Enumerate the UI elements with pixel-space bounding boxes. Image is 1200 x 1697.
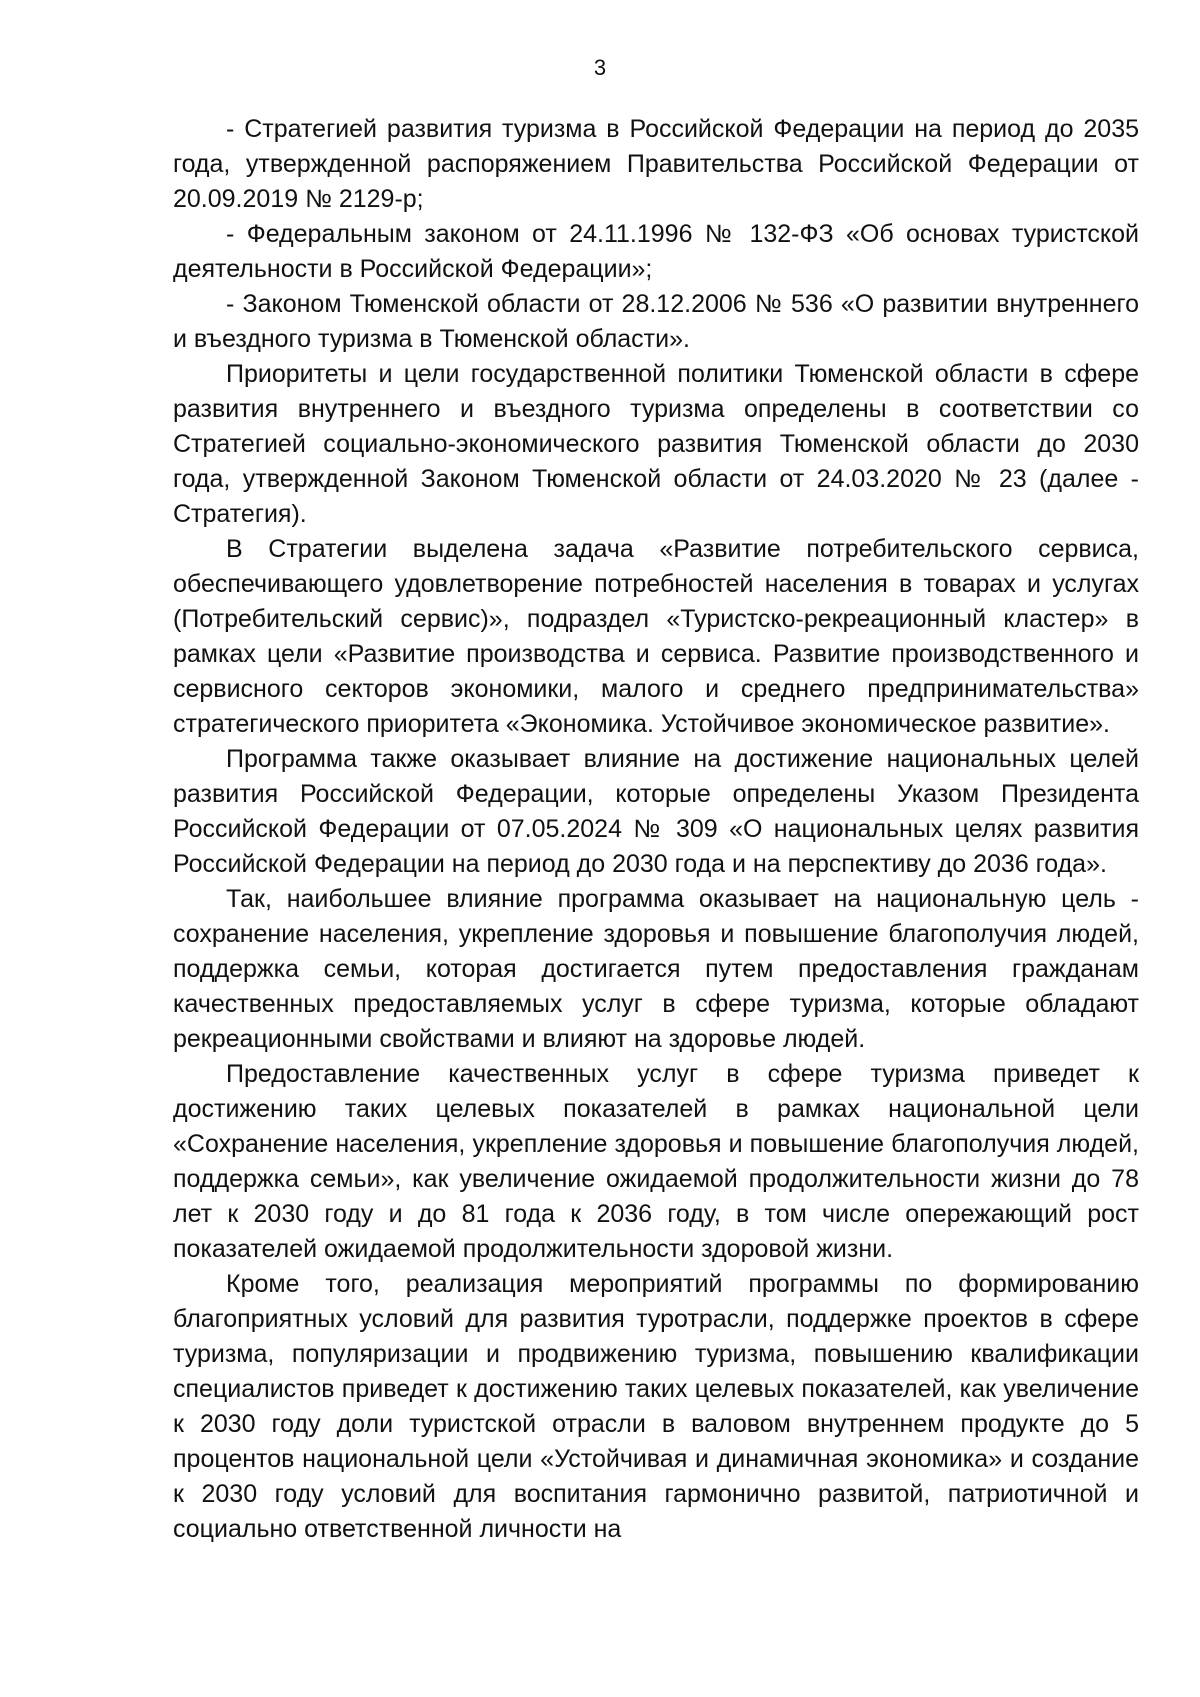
paragraph-priorities: Приоритеты и цели государственной политики Тюменской области в сфере развития внутреннего и въездного туризма определены в соответствии со Стратегией социально-экономического развития Тюменской области до 2030 года, утвержденной Законом Тюменской области от 24.03.2020 № 23 (далее - Стратегия). [173,360,1139,528]
page-number: 3 [593,55,607,80]
paragraph-federal-law: - Федеральным законом от 24.11.1996 № 132-ФЗ «Об основах туристской деятельности в Российской Федерации»; [173,220,1139,283]
paragraph-strategy-task: В Стратегии выделена задача «Развитие потребительского сервиса, обеспечивающего удовлетворение потребностей населения в товарах и услугах (Потребительский сервис)», подраздел «Туристско-рекреационный кластер» в рамках цели «Развитие производства и сервиса. Развитие производственного и сервисного секторов экономики, малого и среднего предпринимательства» стратегического приоритета «Экономика. Устойчивое экономическое развитие». [173,535,1139,738]
paragraph-main-influence: Так, наибольшее влияние программа оказывает на национальную цель - сохранение населения, укрепление здоровья и повышение благополучия людей, поддержка семьи, которая достигается путем предоставления гражданам качественных предоставляемых услуг в сфере туризма, которые обладают рекреационными свойствами и влияют на здоровье людей. [173,885,1139,1053]
paragraph-national-goals: Программа также оказывает влияние на достижение национальных целей развития Российской Федерации, которые определены Указом Президента Российской Федерации от 07.05.2024 № 309 «О национальных целях развития Российской Федерации на период до 2030 года и на перспективу до 2036 года». [173,745,1139,878]
paragraph-strategy-tourism: - Стратегией развития туризма в Российской Федерации на период до 2035 года, утвержденной распоряжением Правительства Российской Федерации от 20.09.2019 № 2129-р; [173,115,1139,213]
paragraph-additionally: Кроме того, реализация мероприятий программы по формированию благоприятных условий для развития туротрасли, поддержке проектов в сфере туризма, популяризации и продвижению туризма, повышению квалификации специалистов приведет к достижению таких целевых показателей, как увеличение к 2030 году доли туристской отрасли в валовом внутреннем продукте до 5 процентов национальной цели «Устойчивая и динамичная экономика» и создание к 2030 году условий для воспитания гармонично развитой, патриотичной и социально ответственной личности на [173,1270,1139,1543]
document-body [173,112,1139,1547]
paragraph-regional-law: - Законом Тюменской области от 28.12.2006 № 536 «О развитии внутреннего и въездного туризма в Тюменской области». [173,290,1139,353]
paragraph-quality-services: Предоставление качественных услуг в сфере туризма приведет к достижению таких целевых показателей в рамках национальной цели «Сохранение населения, укрепление здоровья и повышение благополучия людей, поддержка семьи», как увеличение ожидаемой продолжительности жизни до 78 лет к 2030 году и до 81 года к 2036 году, в том числе опережающий рост показателей ожидаемой продолжительности здоровой жизни. [173,1060,1139,1263]
